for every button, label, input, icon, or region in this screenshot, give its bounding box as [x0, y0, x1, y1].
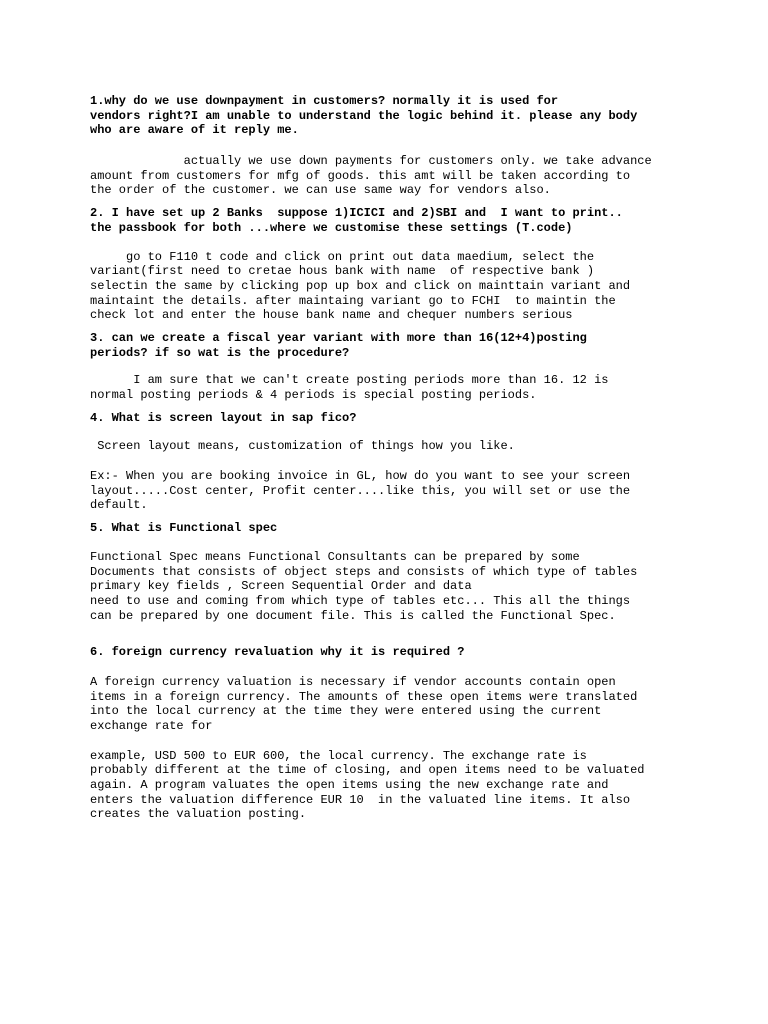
- answer-line: probably different at the time of closing, and open items need to be valuated: [90, 763, 645, 778]
- answer-1: [90, 154, 680, 198]
- answer-line: items in a foreign currency. The amounts of these open items were translated: [90, 689, 638, 704]
- question-line: vendors right?I am unable to understand the logic behind it. please any body: [90, 108, 638, 123]
- question-line: 1.why do we use downpayment in customers? normally it is used for: [90, 94, 559, 108]
- question-1: [90, 94, 680, 138]
- question-line: 3. can we create a fiscal year variant with more than 16(12+4)posting: [90, 330, 587, 345]
- answer-line: go to F110 t code and click on print out data maedium, select the: [90, 249, 595, 264]
- answer-line: into the local currency at the time they were entered using the current: [90, 704, 602, 719]
- answer-line: Ex:- When you are booking invoice in GL, how do you want to see your screen: [90, 469, 631, 484]
- answer-line: exchange rate for: [90, 719, 213, 733]
- answer-6-part-2: [90, 749, 680, 822]
- document-page: [90, 94, 680, 822]
- question-line: who are aware of it reply me.: [90, 123, 299, 138]
- question-line: the passbook for both ...where we customise these settings (T.code): [90, 220, 573, 235]
- question-4: [90, 411, 680, 426]
- answer-line: I am sure that we can't create posting periods more than 16. 12 is: [90, 373, 609, 388]
- answer-line: need to use and coming from which type of tables etc... This all the things: [90, 593, 631, 608]
- answer-line: creates the valuation posting.: [90, 807, 307, 822]
- answer-4-definition: [90, 439, 680, 454]
- question-line: 2. I have set up 2 Banks suppose 1)ICICI and 2)SBI and I want to print..: [90, 206, 623, 221]
- answer-line: A foreign currency valuation is necessary if vendor accounts contain open: [90, 674, 616, 689]
- answer-line: enters the valuation difference EUR 10 in the valuated line items. It also: [90, 792, 631, 807]
- answer-line: primary key fields , Screen Sequential Order and data: [90, 579, 472, 594]
- question-line: periods? if so wat is the procedure?: [90, 345, 350, 360]
- answer-line: layout.....Cost center, Profit center....like this, you will set or use the: [90, 483, 631, 498]
- answer-4-example: [90, 469, 680, 513]
- question-2: [90, 206, 680, 235]
- question-line: 4. What is screen layout in sap fico?: [90, 410, 357, 425]
- answer-line: check lot and enter the house bank name and chequer numbers serious: [90, 308, 573, 323]
- answer-2: [90, 250, 680, 323]
- question-line: 5. What is Functional spec: [90, 521, 278, 536]
- answer-5: [90, 550, 680, 623]
- answer-line: maintaint the details. after maintaing variant go to FCHI to maintin the: [90, 293, 616, 308]
- answer-3: [90, 373, 680, 402]
- answer-line: again. A program valuates the open items using the new exchange rate and: [90, 778, 609, 793]
- answer-line: example, USD 500 to EUR 600, the local currency. The exchange rate is: [90, 748, 587, 763]
- answer-line: amount from customers for mfg of goods. this amt will be taken according to: [90, 168, 631, 183]
- answer-line: actually we use down payments for customers only. we take advance: [90, 154, 652, 169]
- question-6: [90, 645, 680, 660]
- question-5: [90, 521, 680, 536]
- answer-line: Documents that consists of object steps and consists of which type of tables: [90, 564, 638, 579]
- answer-line: variant(first need to cretae hous bank with name of respective bank ): [90, 264, 595, 279]
- answer-line: can be prepared by one document file. This is called the Functional Spec.: [90, 608, 616, 623]
- answer-line: the order of the customer. we can use same way for vendors also.: [90, 183, 551, 198]
- answer-line: default.: [90, 498, 148, 513]
- answer-6-part-1: [90, 675, 680, 734]
- answer-line: normal posting periods & 4 periods is special posting periods.: [90, 388, 537, 402]
- answer-line: Screen layout means, customization of things how you like.: [90, 439, 515, 454]
- question-line: 6. foreign currency revaluation why it is required ?: [90, 645, 465, 660]
- answer-line: selectin the same by clicking pop up box and click on mainttain variant and: [90, 278, 631, 293]
- answer-line: Functional Spec means Functional Consultants can be prepared by some: [90, 549, 580, 564]
- question-3: [90, 331, 680, 360]
